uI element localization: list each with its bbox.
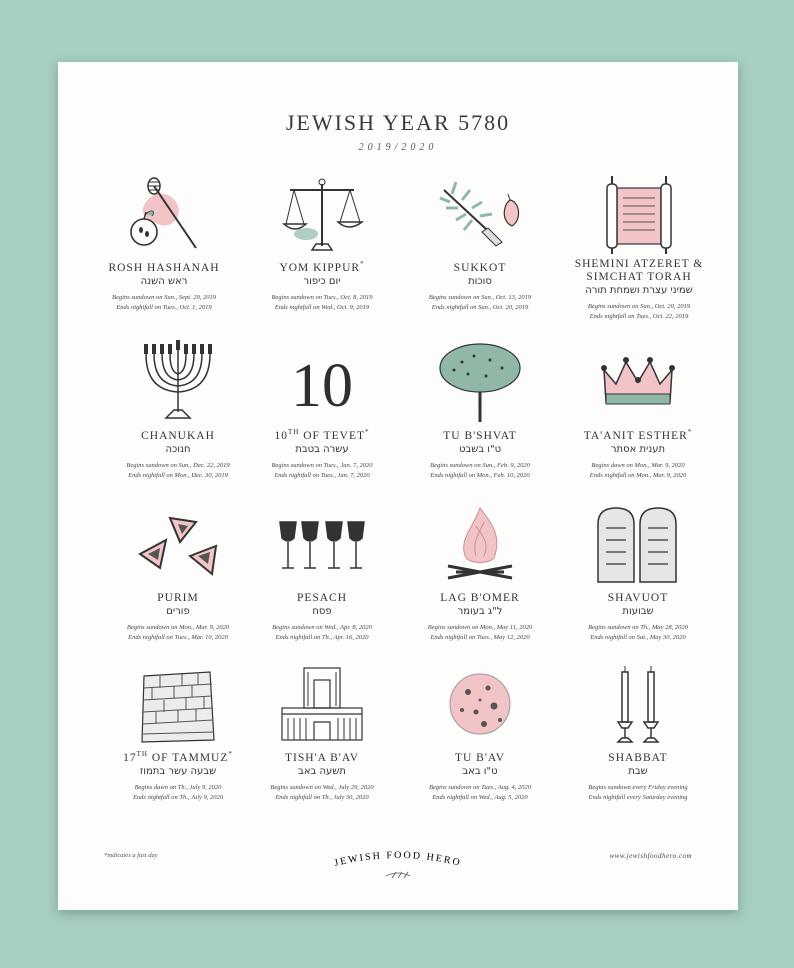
brand-text: JEWISH FOOD HERO xyxy=(333,849,463,869)
holiday-hebrew: שבעה עשר בתמוז xyxy=(139,765,217,777)
holiday-ends: Ends nightfall on Wed., Oct. 9, 2019 xyxy=(274,303,370,311)
holiday-ends: Ends nightfall on Tues., Oct. 1, 2019 xyxy=(116,303,212,311)
holiday-ends: Ends nightfall every Saturday evening xyxy=(588,793,688,801)
holiday-name: SHAVUOT xyxy=(607,591,669,604)
holiday-hebrew: חנוכה xyxy=(165,443,191,455)
holiday-begins: Begins sundown on Sun., Dec. 22, 2019 xyxy=(126,461,230,469)
holiday-hebrew: שמיני עצרת ושמחת תורה xyxy=(585,285,693,296)
apple-honey-dipper-icon xyxy=(116,172,212,256)
holiday-tenth-of-tevet xyxy=(242,340,402,481)
holiday-tu-bshvat xyxy=(400,340,560,481)
number-ten-graphic xyxy=(274,340,370,424)
temple-icon xyxy=(274,662,370,746)
holiday-hebrew: סוכות xyxy=(468,275,492,287)
tablets-icon xyxy=(590,502,686,586)
holiday-ends: Ends nightfall on Tues., Mar. 10, 2020 xyxy=(128,633,228,641)
holiday-ends: Ends nightfall on Mon., Dec. 30, 2019 xyxy=(128,471,228,479)
holiday-name: PESACH xyxy=(296,591,348,604)
holiday-name: SHEMINI ATZERET & xyxy=(574,258,704,270)
scales-icon xyxy=(274,172,370,256)
holiday-shabbat xyxy=(558,662,718,803)
holiday-ends: Ends nightfall on Tues., Oct. 22, 2019 xyxy=(589,313,689,320)
cookie-icon xyxy=(432,662,528,746)
candles-icon xyxy=(590,662,686,746)
holiday-name-line-2: SIMCHAT TORAH xyxy=(586,271,692,283)
holiday-tisha-bav xyxy=(242,662,402,803)
holiday-begins: Begins dawn on Mon., Mar. 9, 2020 xyxy=(591,461,685,469)
poster-subtitle: 2019/2020 xyxy=(358,142,438,153)
holiday-ends: Ends nightfall on Th., July 30, 2020 xyxy=(275,793,369,801)
holiday-hebrew: ראש השנה xyxy=(140,275,188,287)
holiday-begins: Begins sundown on Sun., Oct. 20, 2019 xyxy=(587,303,691,310)
holiday-hebrew: ט"ו באב xyxy=(462,765,498,777)
wine-cups-icon xyxy=(274,502,370,586)
holiday-begins: Begins sundown on Wed., July 29, 2020 xyxy=(270,783,374,791)
crown-icon xyxy=(590,340,686,424)
holiday-name: PURIM xyxy=(157,591,199,604)
brand-logo xyxy=(298,842,498,886)
holiday-rosh-hashanah xyxy=(84,172,244,313)
holiday-name: TU B'AV xyxy=(454,751,506,764)
lulav-etrog-icon xyxy=(432,172,528,256)
holiday-hebrew: ט"ו בשבט xyxy=(458,443,502,455)
holiday-tu-bav xyxy=(400,662,560,803)
holiday-name: 10TH OF TEVET* xyxy=(274,428,370,442)
holiday-sukkot xyxy=(400,172,560,313)
hamantaschen-icon xyxy=(130,502,226,586)
holiday-taanit-esther xyxy=(558,340,718,481)
holiday-yom-kippur xyxy=(242,172,402,313)
holiday-begins: Begins sundown every Friday evening xyxy=(588,783,688,791)
holiday-hebrew: תשעה באב xyxy=(298,765,346,777)
holiday-shemini-atzeret xyxy=(550,172,728,322)
holiday-purim xyxy=(98,502,258,643)
number-ten: 10 xyxy=(291,352,353,420)
holiday-seventeenth-of-tammuz xyxy=(98,662,258,803)
holiday-ends: Ends nightfall on Mon., Feb. 10, 2020 xyxy=(430,471,530,479)
torah-scroll-icon xyxy=(591,172,687,256)
holiday-name: TISH'A B'AV xyxy=(284,751,360,764)
holiday-name: TU B'SHVAT xyxy=(443,429,517,442)
tree-icon xyxy=(432,340,528,424)
holiday-name: 17TH OF TAMMUZ* xyxy=(123,750,233,764)
holiday-chanukah xyxy=(98,340,258,481)
holiday-begins: Begins sundown on Mon., Mar. 9, 2020 xyxy=(126,623,230,631)
holiday-name: SHABBAT xyxy=(608,751,668,764)
holiday-name: SUKKOT xyxy=(453,261,507,274)
holiday-name: YOM KIPPUR* xyxy=(279,260,365,274)
holiday-begins: Begins sundown on Tues., Oct. 8, 2019 xyxy=(271,293,373,301)
holiday-begins: Begins sundown on Tues., Jan. 7, 2020 xyxy=(271,461,373,469)
holiday-begins: Begins sundown on Wed., Apr. 8, 2020 xyxy=(272,623,372,631)
holiday-ends: Ends nightfall on Tues., May 12, 2020 xyxy=(430,633,530,641)
holiday-lag-bomer xyxy=(400,502,560,643)
holiday-hebrew: פורים xyxy=(166,605,190,617)
holiday-hebrew: פסח xyxy=(312,605,332,617)
holiday-name: CHANUKAH xyxy=(141,429,215,442)
holiday-hebrew: ל"ג בעומר xyxy=(457,605,503,617)
whisk-icon xyxy=(386,872,410,878)
holiday-hebrew: תענית אסתר xyxy=(610,443,666,455)
holiday-ends: Ends nightfall on Th., Apr. 16, 2020 xyxy=(275,633,369,641)
holiday-shavuot xyxy=(558,502,718,643)
holiday-begins: Begins sundown on Mon., May 11, 2020 xyxy=(427,623,533,631)
holiday-name: ROSH HASHANAH xyxy=(108,261,220,274)
holiday-name: TA'ANIT ESTHER* xyxy=(583,428,693,442)
holiday-hebrew: יום כיפור xyxy=(303,275,341,287)
holiday-begins: Begins sundown on Sun., Feb. 9, 2020 xyxy=(430,461,530,469)
western-wall-icon xyxy=(130,662,226,746)
holiday-hebrew: שבועות xyxy=(622,605,654,617)
holiday-begins: Begins sundown on Tues., Aug. 4, 2020 xyxy=(428,783,532,791)
holiday-begins: Begins sundown on Sun., Sept. 29, 2019 xyxy=(112,293,216,301)
holiday-hebrew: שבת xyxy=(628,765,648,777)
holiday-begins: Begins dawn on Th., July 9, 2020 xyxy=(134,783,222,791)
holiday-ends: Ends nightfall on Th., July 9, 2020 xyxy=(132,793,224,801)
holiday-ends: Ends nightfall on Sat., May 30, 2020 xyxy=(590,633,686,641)
bonfire-icon xyxy=(432,502,528,586)
holiday-begins: Begins sundown on Sun., Oct. 13, 2019 xyxy=(428,293,532,301)
holiday-name: LAG B'OMER xyxy=(440,591,520,604)
holiday-begins: Begins sundown on Th., May 28, 2020 xyxy=(588,623,688,631)
fast-day-footnote: *indicates a fast day xyxy=(104,852,158,859)
menorah-icon xyxy=(130,340,226,424)
brand-wordmark xyxy=(298,842,498,882)
holiday-ends: Ends nightfall on Wed., Aug. 5, 2020 xyxy=(432,793,528,801)
holiday-ends: Ends nightfall on Sun., Oct. 20, 2019 xyxy=(431,303,529,311)
holiday-hebrew: עשרה בטבת xyxy=(295,443,349,455)
holiday-ends: Ends nightfall on Tues., Jan. 7, 2020 xyxy=(274,471,370,479)
calendar-poster xyxy=(58,62,738,910)
website-url: www.jewishfoodhero.com xyxy=(609,852,692,860)
holiday-ends: Ends nightfall on Mon., Mar. 9, 2020 xyxy=(589,471,687,479)
poster-title: JEWISH YEAR 5780 xyxy=(285,110,511,135)
holiday-pesach xyxy=(242,502,402,643)
